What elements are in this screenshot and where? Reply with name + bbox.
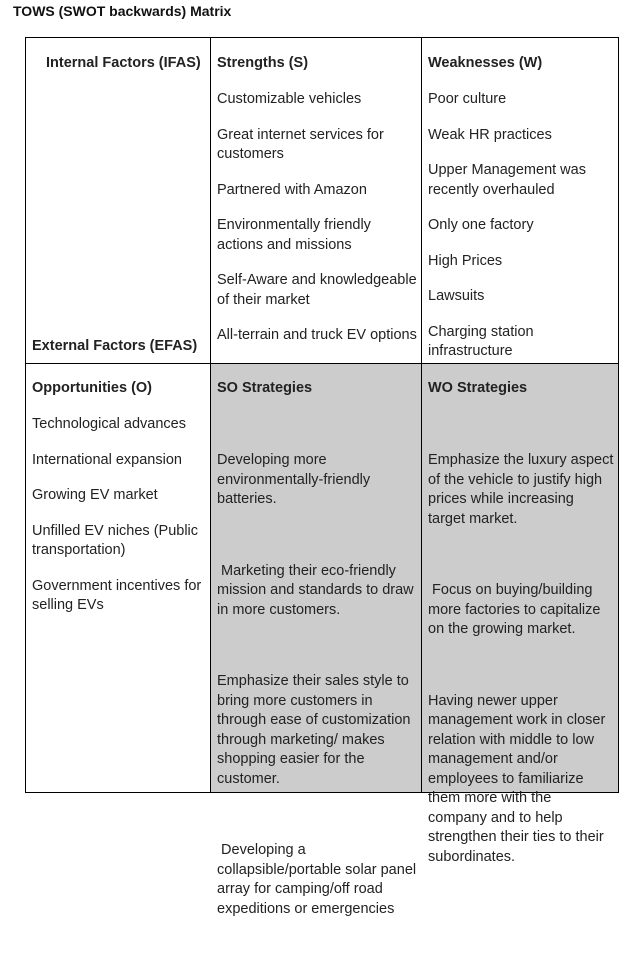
weaknesses-cell [421, 37, 619, 364]
so-strategies-list [217, 415, 421, 955]
strengths-list [217, 90, 417, 346]
so-strategy-item: Marketing their eco-friendly mission and standards to draw in more customers. [217, 562, 418, 618]
opportunities-list [32, 415, 206, 616]
so-strategies-cell [210, 363, 422, 917]
opportunities-heading: Opportunities (O) [32, 380, 153, 396]
opportunity-item: Growing EV market [32, 487, 158, 503]
weakness-item: Lawsuits [428, 288, 485, 304]
strength-item: All-terrain and truck EV options [217, 327, 417, 343]
external-factors-label: External Factors (EFAS) [32, 338, 198, 354]
weaknesses-heading: Weaknesses (W) [428, 55, 543, 71]
strength-item: Self-Aware and knowledgeable of their market [217, 272, 417, 308]
wo-strategies-cell [421, 363, 619, 865]
wo-strategies-list [428, 415, 618, 903]
document-title: TOWS (SWOT backwards) Matrix [13, 3, 232, 19]
weakness-item: Upper Management was recently overhauled [428, 162, 586, 198]
strength-item: Partnered with Amazon [217, 181, 367, 198]
weakness-item: Weak HR practices [428, 126, 552, 143]
weakness-item: Charging station infrastructure [428, 323, 534, 359]
opportunity-item: Unfilled EV niches (Public transportation) [32, 522, 199, 558]
so-strategies-heading: SO Strategies [217, 380, 313, 396]
wo-strategy-item: Emphasize the luxury aspect of the vehicle to justify high prices while increasing target market. [428, 452, 618, 527]
opportunity-item: Government incentives for selling EVs [32, 577, 202, 613]
strength-item: Customizable vehicles [217, 91, 362, 107]
opportunity-item: Technological advances [32, 416, 186, 432]
opportunities-cell [25, 363, 211, 793]
strength-item: Environmentally friendly actions and missions [217, 217, 371, 253]
opportunity-item: International expansion [32, 451, 182, 468]
tows-matrix-table [25, 37, 619, 917]
strengths-cell [210, 37, 422, 364]
so-strategy-item: Developing more environmentally-friendly batteries. [217, 452, 375, 507]
so-strategy-item: Developing a collapsible/portable solar panel array for camping/off road expeditions or emergencies [217, 842, 421, 917]
weakness-item: Poor culture [428, 91, 507, 107]
weaknesses-list [428, 90, 614, 362]
strength-item: Great internet services for customers [217, 126, 384, 162]
corner-cell [25, 37, 211, 364]
weakness-item: Only one factory [428, 217, 534, 233]
so-strategy-item: Emphasize their sales style to bring more customers in through ease of customization through marketing/ makes shopping easier for the customer. [217, 673, 415, 787]
weakness-item: High Prices [428, 252, 503, 269]
internal-factors-label: Internal Factors (IFAS) [46, 55, 201, 71]
wo-strategy-item: Focus on buying/building more factories to capitalize on the growing market. [428, 582, 605, 637]
strengths-heading: Strengths (S) [217, 55, 309, 71]
wo-strategy-item: Having newer upper management work in closer relation with middle to low management and/or employees to familiarize them more with the company and to help strengthen their ties to their subordinates. [428, 692, 610, 865]
wo-strategies-heading: WO Strategies [428, 380, 528, 396]
